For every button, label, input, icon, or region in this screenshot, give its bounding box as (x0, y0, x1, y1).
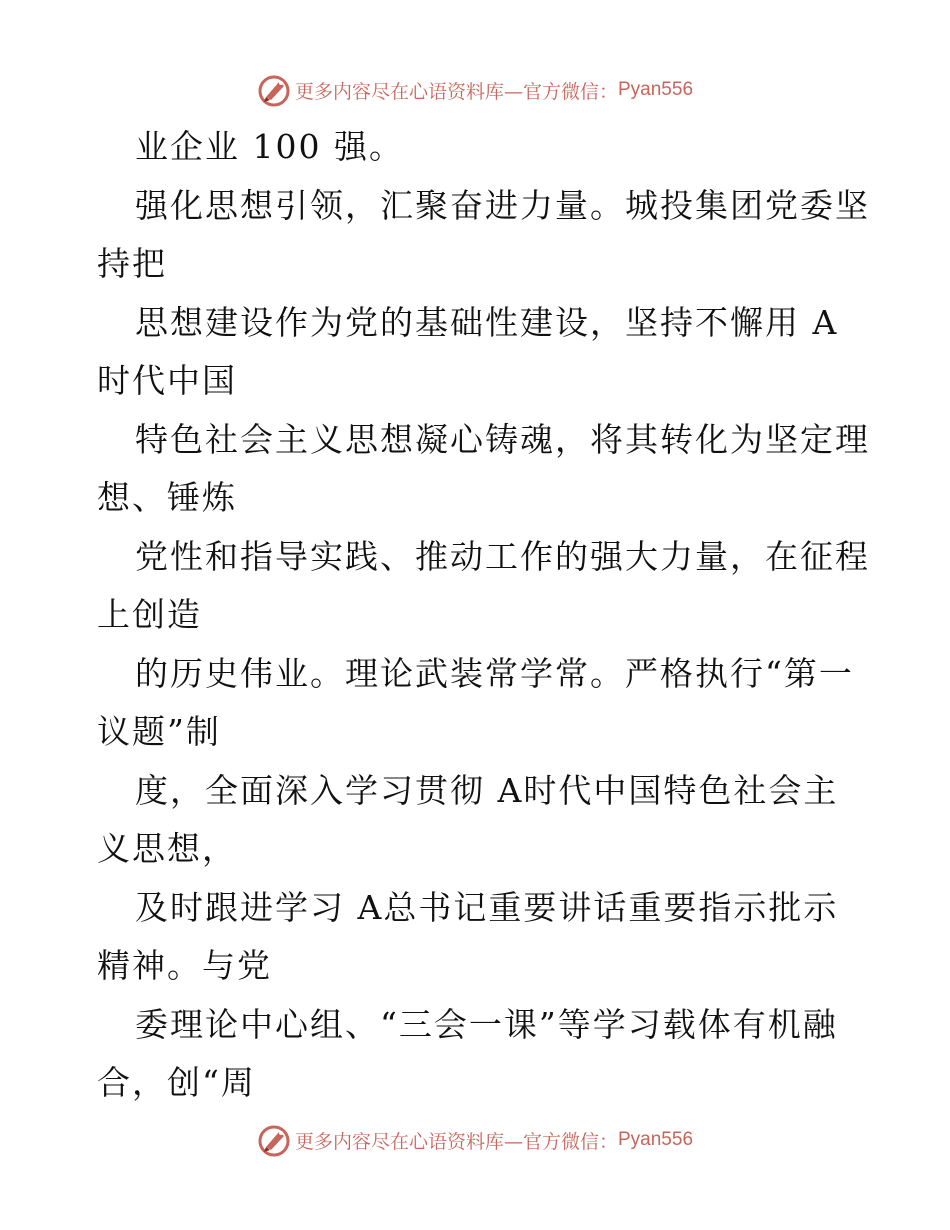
body-line: 时代中国 (97, 361, 237, 400)
body-line: 党性和指导实践、推动工作的强大力量，在征程 (135, 536, 870, 576)
banner-wechat-id: Pyan556 (618, 79, 694, 100)
body-line: 委理论中心组、“三会一课”等学习载体有机融 (135, 1004, 838, 1044)
body-line: 的历史伟业。理论武装常学常。严格执行“第一 (135, 653, 854, 693)
banner-text: 更多内容尽在心语资料库—官方微信： (294, 80, 618, 103)
body-line: 上创造 (97, 595, 202, 634)
pen-logo-icon (257, 1123, 291, 1157)
body-line: 精神。与党 (97, 946, 272, 985)
footer-banner (0, 1120, 950, 1160)
body-line: 议题”制 (97, 712, 221, 751)
body-line: 特色社会主义思想凝心铸魂，将其转化为坚定理 (135, 419, 870, 459)
body-line: 度，全面深入学习贯彻 A时代中国特色社会主 (135, 770, 839, 810)
banner-wechat-id: Pyan556 (618, 1129, 694, 1150)
body-line: 合，创“周 (97, 1063, 256, 1102)
body-line: 持把 (97, 244, 167, 283)
body-line: 想、锤炼 (97, 478, 237, 517)
pen-logo-icon (257, 73, 291, 107)
document-body (97, 118, 870, 1113)
body-line: 义思想， (97, 829, 237, 868)
body-line: 业企业 100 强。 (135, 127, 404, 166)
header-banner (0, 70, 950, 110)
body-line: 强化思想引领，汇聚奋进力量。城投集团党委坚 (135, 185, 870, 225)
banner-text: 更多内容尽在心语资料库—官方微信： (294, 1130, 618, 1153)
body-line: 及时跟进学习 A总书记重要讲话重要指示批示 (135, 887, 839, 927)
body-line: 思想建设作为党的基础性建设，坚持不懈用 A (135, 302, 839, 342)
